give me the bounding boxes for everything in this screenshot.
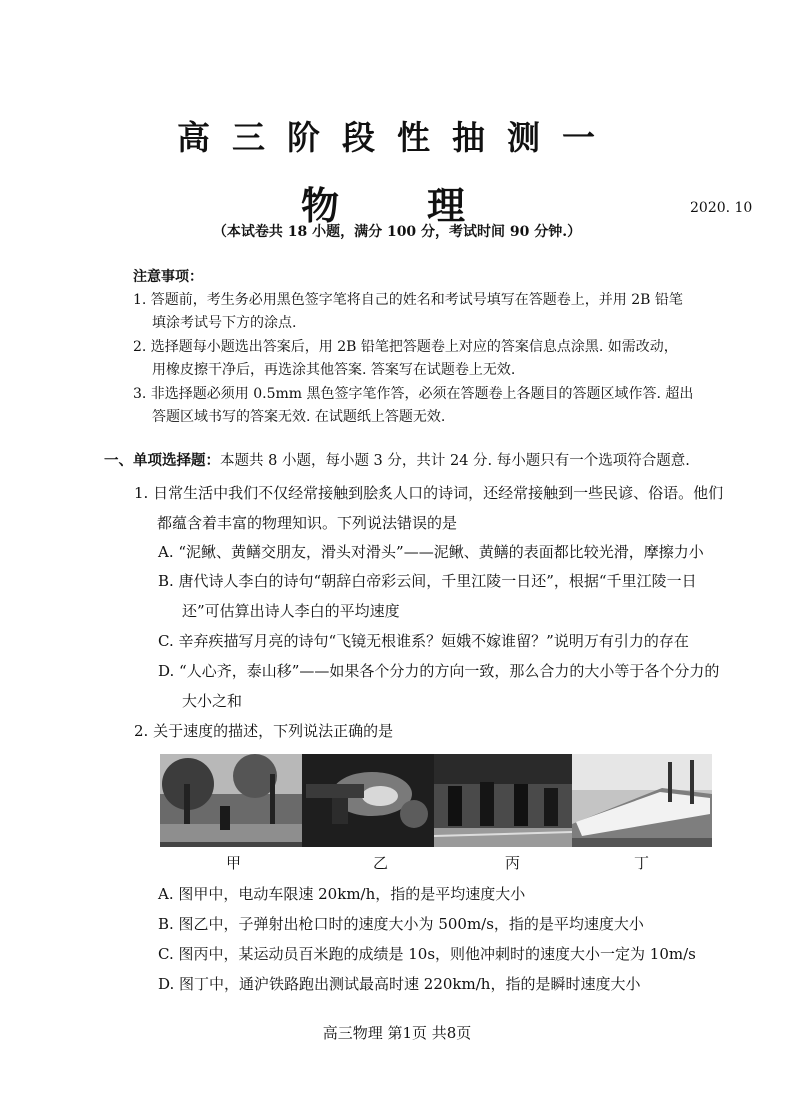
note-line: 2. 选择题每小题选出答案后，用 2B 铅笔把答题卷上对应的答案信息点涂黑. 如需改动， <box>133 339 678 355</box>
note-line: 1. 答题前，考生务必用黑色签字笔将自己的姓名和考试号填写在答题卷上，并用 2B 铅笔 <box>133 292 683 308</box>
question-2-stem: 2. 关于速度的描述，下列说法正确的是 <box>134 722 394 740</box>
exam-date: 2020. 10 <box>690 200 753 216</box>
question-2-option-d: D. 图丁中，通沪铁路跑出测试最高时速 220km/h，指的是瞬时速度大小 <box>158 975 641 993</box>
question-1-stem-cont: 都蕴含着丰富的物理知识。下列说法错误的是 <box>157 514 458 532</box>
question-1-option-d: D. “人心齐，泰山移”——如果各个分力的方向一致，那么合力的大小等于各个分力的 <box>158 662 720 680</box>
photo-jia-street <box>160 754 302 847</box>
section-instructions: 本题共 8 小题，每小题 3 分，共计 24 分. 每小题只有一个选项符合题意. <box>220 453 690 469</box>
page-title: 高三阶段性抽测一 <box>177 118 617 157</box>
photo-caption-jia: 甲 <box>226 854 242 872</box>
question-1-option-d-cont: 大小之和 <box>182 692 243 710</box>
exam-info: （本试卷共 18 小题，满分 100 分，考试时间 90 分钟.） <box>212 224 582 240</box>
photo-ding-train <box>572 754 712 847</box>
note-line: 3. 非选择题必须用 0.5mm 黑色签字笔作答，必须在答题卷上各题目的答题区域作答. 超出 <box>133 386 694 402</box>
question-1-stem: 1. 日常生活中我们不仅经常接触到脍炙人口的诗词，还经常接触到一些民谚、俗语。他们 <box>134 484 724 502</box>
note-line: 填涂考试号下方的涂点. <box>152 315 297 331</box>
section-heading <box>104 449 690 470</box>
question-1-option-a: A. “泥鳅、黄鳝交朋友，滑头对滑头”——泥鳅、黄鳝的表面都比较光滑，摩擦力小 <box>158 543 704 561</box>
note-line: 用橡皮擦干净后，再选涂其他答案. 答案写在试题卷上无效. <box>152 362 516 378</box>
question-2-option-b: B. 图乙中，子弹射出枪口时的速度大小为 500m/s，指的是平均速度大小 <box>158 915 644 933</box>
question-2-option-c: C. 图丙中，某运动员百米跑的成绩是 10s，则他冲刺时的速度大小一定为 10m/s <box>158 945 696 963</box>
question-2-option-a: A. 图甲中，电动车限速 20km/h，指的是平均速度大小 <box>158 885 526 903</box>
note-line: 答题区域书写的答案无效. 在试题纸上答题无效. <box>152 409 446 425</box>
section-label: 一、单项选择题： <box>104 452 220 469</box>
photo-yi-bullet <box>302 754 434 847</box>
photo-caption-bing: 丙 <box>505 854 521 872</box>
question-2-photo-strip <box>160 754 712 847</box>
photo-bing-runners <box>434 754 572 847</box>
notes-heading: 注意事项： <box>133 269 203 285</box>
photo-caption-ding: 丁 <box>634 854 650 872</box>
question-1-option-b-cont: 还”可估算出诗人李白的平均速度 <box>182 602 400 620</box>
page-footer: 高三物理 第1页 共8页 <box>322 1024 472 1042</box>
subject-title: 物理 <box>300 183 553 228</box>
photo-caption-yi: 乙 <box>373 854 389 872</box>
question-1-option-c: C. 辛弃疾描写月亮的诗句“飞镜无根谁系？姮娥不嫁谁留？”说明万有引力的存在 <box>158 632 689 650</box>
question-1-option-b: B. 唐代诗人李白的诗句“朝辞白帝彩云间，千里江陵一日还”，根据“千里江陵一日 <box>158 572 697 590</box>
